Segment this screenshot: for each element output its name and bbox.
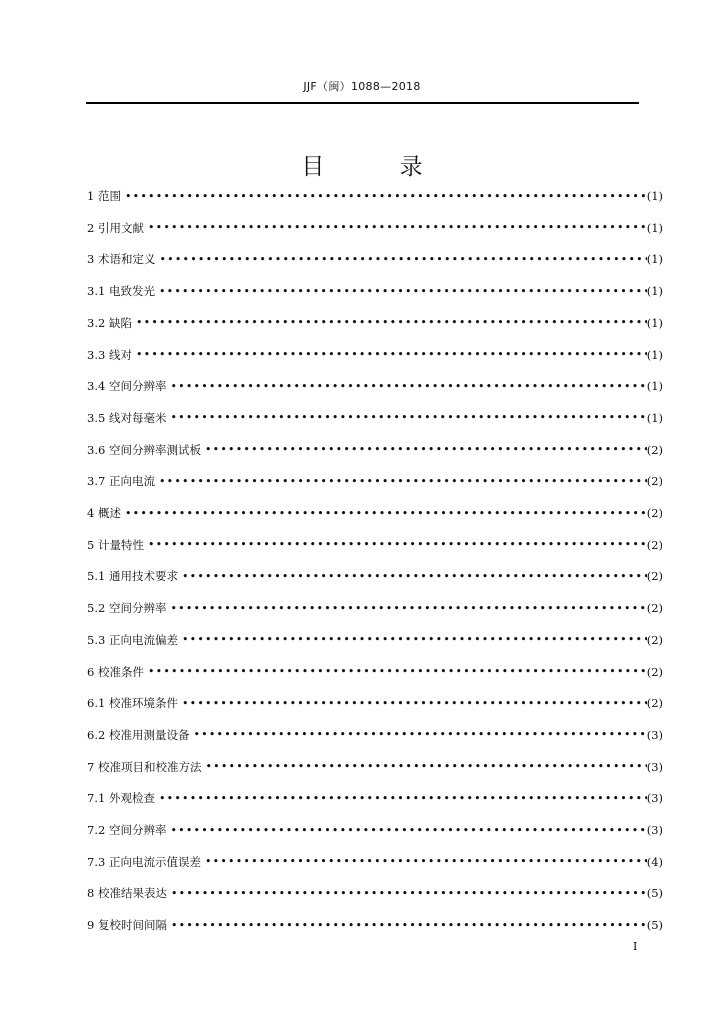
- toc-leader-dots: [148, 538, 647, 551]
- toc-leader-dots: [125, 507, 647, 520]
- toc-entry-label: 3.5 线对每毫米: [87, 410, 167, 425]
- toc-entry-label: 3.1 电致发光: [87, 284, 155, 299]
- toc-leader-dots: [193, 728, 646, 741]
- toc-entry[interactable]: [87, 565, 663, 587]
- toc-entry[interactable]: [87, 470, 663, 492]
- toc-entry-page: (2): [646, 601, 663, 616]
- toc-entry-label: 7.3 正向电流示值误差: [87, 854, 201, 869]
- toc-leader-dots: [205, 855, 647, 868]
- toc-entry-label: 9 复校时间间隔: [87, 918, 167, 933]
- page-number: I: [633, 940, 638, 953]
- toc-entry[interactable]: [87, 439, 663, 461]
- toc-entry[interactable]: [87, 692, 663, 714]
- toc-entry[interactable]: [87, 407, 663, 429]
- toc-entry[interactable]: [87, 502, 663, 524]
- toc-entry[interactable]: [87, 217, 663, 239]
- toc-entry-label: 3.6 空间分辨率测试板: [87, 442, 201, 457]
- toc-entry-label: 1 范围: [87, 189, 121, 203]
- toc-leader-dots: [182, 570, 647, 583]
- toc-leader-dots: [125, 190, 647, 203]
- toc-entry[interactable]: [87, 724, 663, 746]
- toc-entry[interactable]: [87, 851, 663, 873]
- toc-entry[interactable]: [87, 597, 663, 619]
- toc-entry[interactable]: [87, 534, 663, 556]
- toc-entry-label: 3.3 线对: [87, 347, 132, 362]
- toc-entry-label: 3.7 正向电流: [87, 474, 155, 489]
- toc-entry[interactable]: [87, 248, 663, 270]
- toc-entry-page: (1): [646, 410, 663, 425]
- toc-leader-dots: [159, 285, 647, 298]
- toc-entry[interactable]: [87, 882, 663, 904]
- toc-entry-label: 5.3 正向电流偏差: [87, 632, 178, 647]
- toc-entry-label: 7 校准项目和校准方法: [87, 759, 202, 774]
- toc-leader-dots: [170, 380, 646, 393]
- toc-entry[interactable]: [87, 629, 663, 651]
- toc-leader-dots: [182, 633, 647, 646]
- toc-entry-label: 7.1 外观检查: [87, 791, 155, 806]
- toc-entry-label: 6 校准条件: [87, 664, 144, 679]
- toc-entry-page: (5): [646, 918, 663, 933]
- toc-entry[interactable]: [87, 914, 663, 936]
- toc-entry[interactable]: [87, 375, 663, 397]
- toc-entry-page: (1): [646, 220, 663, 235]
- page-title: 目 录: [301, 154, 457, 180]
- toc-entry-page: (3): [646, 791, 663, 806]
- toc-entry-page: (3): [646, 727, 663, 742]
- toc-entry[interactable]: [87, 344, 663, 366]
- toc-leader-dots: [205, 760, 646, 773]
- toc-entry-label: 5.1 通用技术要求: [87, 569, 178, 584]
- toc-entry-page: (2): [646, 506, 663, 520]
- toc-entry-label: 6.2 校准用测量设备: [87, 727, 190, 742]
- toc-entry[interactable]: [87, 280, 663, 302]
- header-rule: [86, 102, 639, 104]
- toc-entry-page: (3): [646, 823, 663, 837]
- toc-entry-page: (1): [646, 284, 663, 299]
- toc-entry[interactable]: [87, 661, 663, 683]
- toc-entry-label: 5.2 空间分辨率: [87, 601, 167, 616]
- toc-entry-label: 8 校准结果表达: [87, 886, 167, 901]
- toc-leader-dots: [159, 792, 647, 805]
- toc-leader-dots: [182, 697, 647, 710]
- toc-entry[interactable]: [87, 756, 663, 778]
- toc-leader-dots: [205, 443, 647, 456]
- toc-leader-dots: [159, 253, 646, 266]
- toc-leader-dots: [148, 221, 647, 234]
- toc-entry-page: (2): [646, 696, 663, 711]
- toc-entry-page: (1): [646, 379, 663, 394]
- toc-entry-label: 7.2 空间分辨率: [87, 823, 167, 837]
- toc-entry-page: (2): [646, 632, 663, 647]
- toc-entry-page: (2): [646, 569, 663, 584]
- toc-entry-label: 5 计量特性: [87, 537, 144, 552]
- toc-leader-dots: [159, 475, 647, 488]
- toc-entry-label: 3 术语和定义: [87, 252, 156, 267]
- toc-entry-label: 2 引用文献: [87, 220, 144, 235]
- toc-entry-page: (1): [646, 252, 663, 267]
- toc-entry-page: (5): [646, 886, 663, 901]
- toc-entry-label: 3.2 缺陷: [87, 315, 132, 330]
- toc-leader-dots: [148, 665, 647, 678]
- toc-entry-page: (2): [646, 664, 663, 679]
- toc-entry-label: 6.1 校准环境条件: [87, 696, 178, 711]
- toc-entry-page: (2): [646, 474, 663, 489]
- toc-entry[interactable]: [87, 312, 663, 334]
- toc-entry-page: (1): [646, 189, 663, 203]
- document-code: JJF（闽）1088—2018: [303, 80, 421, 93]
- toc-leader-dots: [170, 411, 646, 424]
- toc-entry-page: (1): [646, 347, 663, 362]
- toc-entry-page: (4): [646, 854, 663, 869]
- toc-entry[interactable]: [87, 185, 663, 207]
- toc-leader-dots: [136, 348, 647, 361]
- toc-entry[interactable]: [87, 787, 663, 809]
- toc-leader-dots: [170, 602, 646, 615]
- toc-entry[interactable]: [87, 819, 663, 841]
- toc-entry-page: (3): [646, 759, 663, 774]
- toc-entry-page: (1): [646, 315, 663, 330]
- toc-entry-label: 4 概述: [87, 506, 121, 520]
- toc-entry-page: (2): [646, 537, 663, 552]
- toc-entry-page: (2): [646, 442, 663, 457]
- toc-entry-label: 3.4 空间分辨率: [87, 379, 167, 394]
- toc-leader-dots: [171, 919, 647, 932]
- toc-leader-dots: [170, 824, 646, 837]
- toc-leader-dots: [136, 316, 647, 329]
- toc-leader-dots: [171, 887, 647, 900]
